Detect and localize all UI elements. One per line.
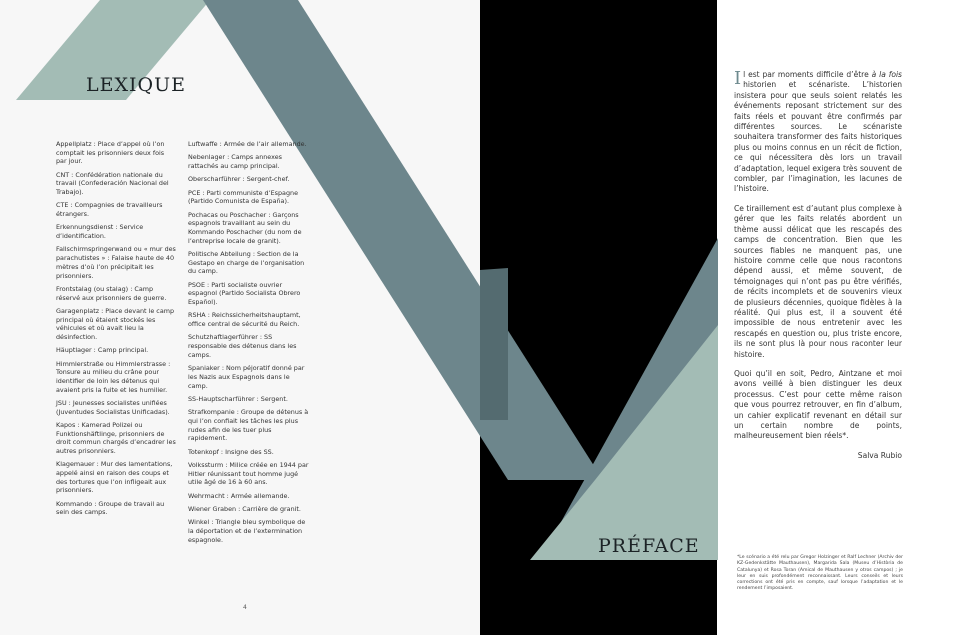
lexique-entry: CNT : Confédération nationale du travail (Confederación Nacional del Trabajo).: [56, 170, 169, 197]
preface-body: [734, 70, 902, 470]
lexique-entry: PCE : Parti communiste d’Espagne (Partido Comunista de España).: [188, 188, 299, 206]
preface-paragraph: [734, 70, 902, 195]
lexique-entry: RSHA : Reichssicherheitshauptamt, office central de sécurité du Reich.: [188, 311, 301, 329]
lexique-entry: Wiener Graben : Carrière de granit.: [188, 504, 301, 513]
preface-p1-rest: historien et scénariste. L’historien insistera pour que seuls soient relatés les événements reposant strictement sur des faits réels et pouvant être confirmés par différentes sources. Le scénariste souhaitera transformer des faits historiques plus ou moins connus en un récit de fiction, ce qui nécessitera dès lors un travail d’adaptation, lequel exigera très souvent de combler, par l’imagination, les lacunes de l’histoire.: [734, 80, 902, 194]
lexique-entry: Schutzhaftlagerführer : SS responsable des détenus dans les camps.: [188, 333, 297, 359]
lexique-entry: Volkssturm : Milice créée en 1944 par Hitler réunissant tout homme jugé utile âgé de 16 à 60 ans.: [188, 460, 309, 487]
lexique-entry: Kapos : Kamerad Polizei ou Funktionshäftlinge, prisonniers de droit commun chargés d’encadrer les autres prisonniers.: [56, 420, 176, 456]
lexique-entry: Totenkopf : Insigne des SS.: [188, 447, 274, 456]
preface-title: PRÉFACE: [598, 535, 700, 557]
lexique-entry: Strafkompanie : Groupe de détenus à qui l’on confiait les tâches les plus rudes afin de les tuer plus rapidement.: [188, 408, 309, 443]
preface-paragraph: Quoi qu’il en soit, Pedro, Aintzane et moi avons veillé à bien distinguer les deux processus. C’est pour cette même raison que vous pourrez retrouver, en fin d’album, un cahier explicatif revenant en détail sur un certain nombre de points, malheureusement bien réels*.: [734, 368, 902, 441]
lexique-entry: Kommando : Groupe de travail au sein des camps.: [56, 499, 165, 517]
lexique-entry: CTE : Compagnies de travailleurs étrangers.: [56, 201, 163, 219]
lexique-entry: Himmlerstraße ou Himmlerstrasse : Tonsure au milieu du crâne pour identifier de loin les détenus qui avaient pris la fuite et les humilier.: [56, 359, 171, 394]
lexique-entry: Erkennungsdienst : Service d’identification.: [56, 223, 144, 241]
lexique-column-left: [56, 140, 176, 522]
lexique-entry: Fallschirmspringerwand ou « mur des parachutistes » : Falaise haute de 40 mètres d’où l’on précipitait les prisonniers.: [56, 245, 176, 280]
lexique-entry: Pochacas ou Poschacher : Garçons espagnols travaillant au sein du Kommando Poschacher (du nom de l’entreprise locale de granit).: [188, 210, 302, 245]
lexique-entry: JSU : Jeunesses socialistes unifiées (Juventudes Socialistas Unificadas).: [56, 398, 170, 416]
lexique-entry: Appellplatz : Place d’appel où l’on comptait les prisonniers deux fois par jour.: [56, 140, 165, 166]
lexique-column-right: [188, 140, 309, 549]
lexique-entry: Nebenlager : Camps annexes rattachés au camp principal.: [188, 153, 282, 170]
lexique-entry: SS-Hauptscharführer : Sergent.: [188, 394, 288, 403]
lexique-entry: Garagenplatz : Place devant le camp principal où étaient stockés les véhicules et où avait lieu la désinfection.: [56, 306, 175, 341]
author-signature: Salva Rubio: [857, 450, 902, 460]
lexique-entry: PSOE : Parti socialiste ouvrier espagnol (Partido Socialista Obrero Español).: [188, 280, 301, 307]
diagonal-band-inner: [480, 268, 508, 420]
lexique-entry: Luftwaffe : Armée de l’air allemande.: [188, 140, 307, 148]
page-number: 4: [243, 604, 247, 611]
preface-footnote: *Le scénario a été relu par Gregor Holzinger et Ralf Lechner (Archiv der KZ-Gedenkstätte Mauthausen), Margarida Sala (Museu d’Història de Catalunya) et Rosa Toran (Amical de Mauthausen y otros campos) ; je leur en suis profondément reconnaissant. Leurs conseils et leurs corrections ont été pris en compte, sauf lorsque l’adaptation et le rendement l’imposaient.: [737, 555, 903, 592]
preface-p1-start: l est par moments difficile d’être: [743, 70, 872, 79]
lexique-entry: Wehrmacht : Armée allemande.: [188, 491, 290, 500]
lexique-entry: Spaniaker : Nom péjoratif donné par les Nazis aux Espagnols dans le camp.: [188, 364, 305, 390]
lexique-title: LEXIQUE: [86, 74, 186, 96]
lexique-entry: Oberscharführer : Sergent-chef.: [188, 175, 290, 184]
lexique-entry: Häuptlager : Camp principal.: [56, 346, 149, 355]
drop-cap: I: [734, 68, 742, 89]
lexique-entry: Politische Abteilung : Section de la Gestapo en charge de l’organisation du camp.: [188, 250, 305, 276]
preface-p1-emphasis: à la fois: [871, 70, 902, 79]
lexique-entry: Winkel : Triangle bleu symbolique de la déportation et de l’extermination espagnole.: [188, 518, 306, 544]
lexique-entry: Klagemauer : Mur des lamentations, appelé ainsi en raison des coups et des tortures que l’on infligeait aux prisonniers.: [56, 460, 173, 495]
lexique-entry: Frontstalag (ou stalag) : Camp réservé aux prisonniers de guerre.: [56, 284, 167, 302]
preface-paragraph: Ce tiraillement est d’autant plus complexe à gérer que les faits relatés abordent un thème aussi délicat que les rescapés des camps de concentration. Bien que les sources fiables ne manquent pas, une histoire comme celle que nous racontons dépend aussi, et même souvent, de témoignages qui n’ont pas pu être vérifiés, de récits incomplets et de souvenirs vieux de plusieurs décennies, quoique fidèles à la réalité. Qui plus est, il a souvent été impossible de nous entretenir avec les rescapés en question ou, plus triste encore, ils ne sont plus là pour nous raconter leur histoire.: [734, 203, 902, 359]
